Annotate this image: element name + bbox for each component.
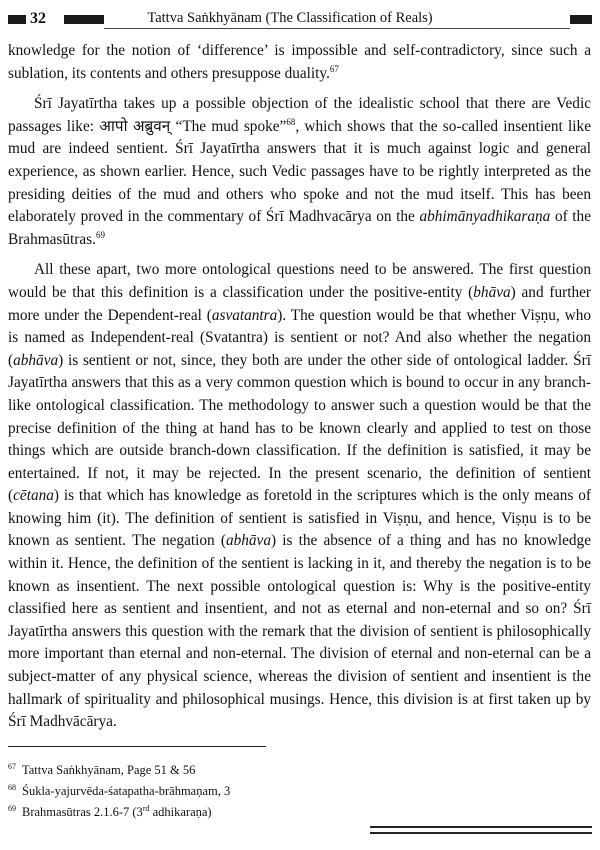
paragraph-3: All these apart, two more ontological questions need to be answered. The first question would be that this definition is a classification under the positive-entity (bhāva) and further more under the Dependent-real (asvatantra). The question would be that whether Viṣṇu, who is named as Independent-real (Svatantra) is sentient or not? And also whether the negation (abhāva) is sentient or not, since, they both are under the other side of ontological ladder. Śrī Jayatīrtha answers that this as a very common question which is bound to occur in any branch-like ontological classification. The methodology to answer such a question would be that the precise definition of the thing at hand has to be known clearly and applied to test on those things which are outside branch-down classification. If the definition is satisfied, it may be entertained. If not, it may be rejected. In the present scenario, the definition of sentient (cētana) is that which has knowledge as foretold in the scriptures which is the only means of knowing him (it). The definition of sentient is satisfied in Viṣṇu, and hence, Viṣṇu is to be known as sentient. The negation (abhāva) is the absence of a thing and has no knowledge within it. Hence, the definition of the sentient is lacking in it, and thereby the negation is to be known as insentient. The next possible ontological question is: Why is the positive-entity classified here as sentient and insentient, and not as eternal and non-eternal and so on? Śrī Jayatīrtha answers this question with the remark that the division of sentient is philosophically more important than eternal and non-eternal. The division of eternal and non-eternal can be a subject-matter of any physical science, whereas the division of sentient and insentient is the hallmark of spirituality and philosophical musings. Hence, this division is at first taken up by Śrī Madhvācārya. [8,261,591,731]
footnote-rule [8,746,266,747]
footnote-ref-69: 69 [95,229,105,240]
header-rule [104,28,570,29]
paragraph-1: knowledge for the notion of ‘difference’ is impossible and self-contradictory, since such a sublation, its contents and others presuppose duality.$^{67}$ [8,42,591,82]
page-number: 32 [30,10,46,27]
page-header [8,8,592,32]
footnote-68: $^{68}$ Śukla-yajurvēda-śatapatha-brāhmaṇam, 3 [8,782,231,798]
footnote-ref-68: 68 [286,116,296,127]
running-title: Tattva Saṅkhyānam (The Classification of Reals) [147,10,433,26]
bottom-rule-upper [370,826,592,828]
paragraph-2: Śrī Jayatīrtha takes up a possible objection of the idealistic school that there are Vedic passages like: आपो अब्रुवन् “The mud spoke”$^{68}$, which shows that the so-called insentient like mud are indeed sentient. Śrī Jayatīrtha answers that it is much against logic and general experience, as shown earlier. Hence, such Vedic passages have to be rightly interpreted as the presiding deities of the mud and others who spoke and not the mud itself. This has been elaborately proved in the commentary of Śrī Madhvacārya on the abhimānyadhikaraṇa of the Brahmasūtras.$^{69}$ [8,95,591,248]
bottom-rule-lower [370,832,592,834]
body-text [8,40,591,742]
footnotes [8,760,230,823]
header-bar-left [8,15,26,24]
footnote-67: $^{67}$ Tattva Saṅkhyānam, Page 51 & 56 [8,761,196,777]
footnote-ref-67: 67 [329,63,339,74]
footnote-69: $^{69}$ Brahmasūtras 2.1.6-7 (3rd adhikaraṇa) [8,803,212,819]
header-bar-right [570,15,592,24]
header-bar-mid [64,15,104,24]
